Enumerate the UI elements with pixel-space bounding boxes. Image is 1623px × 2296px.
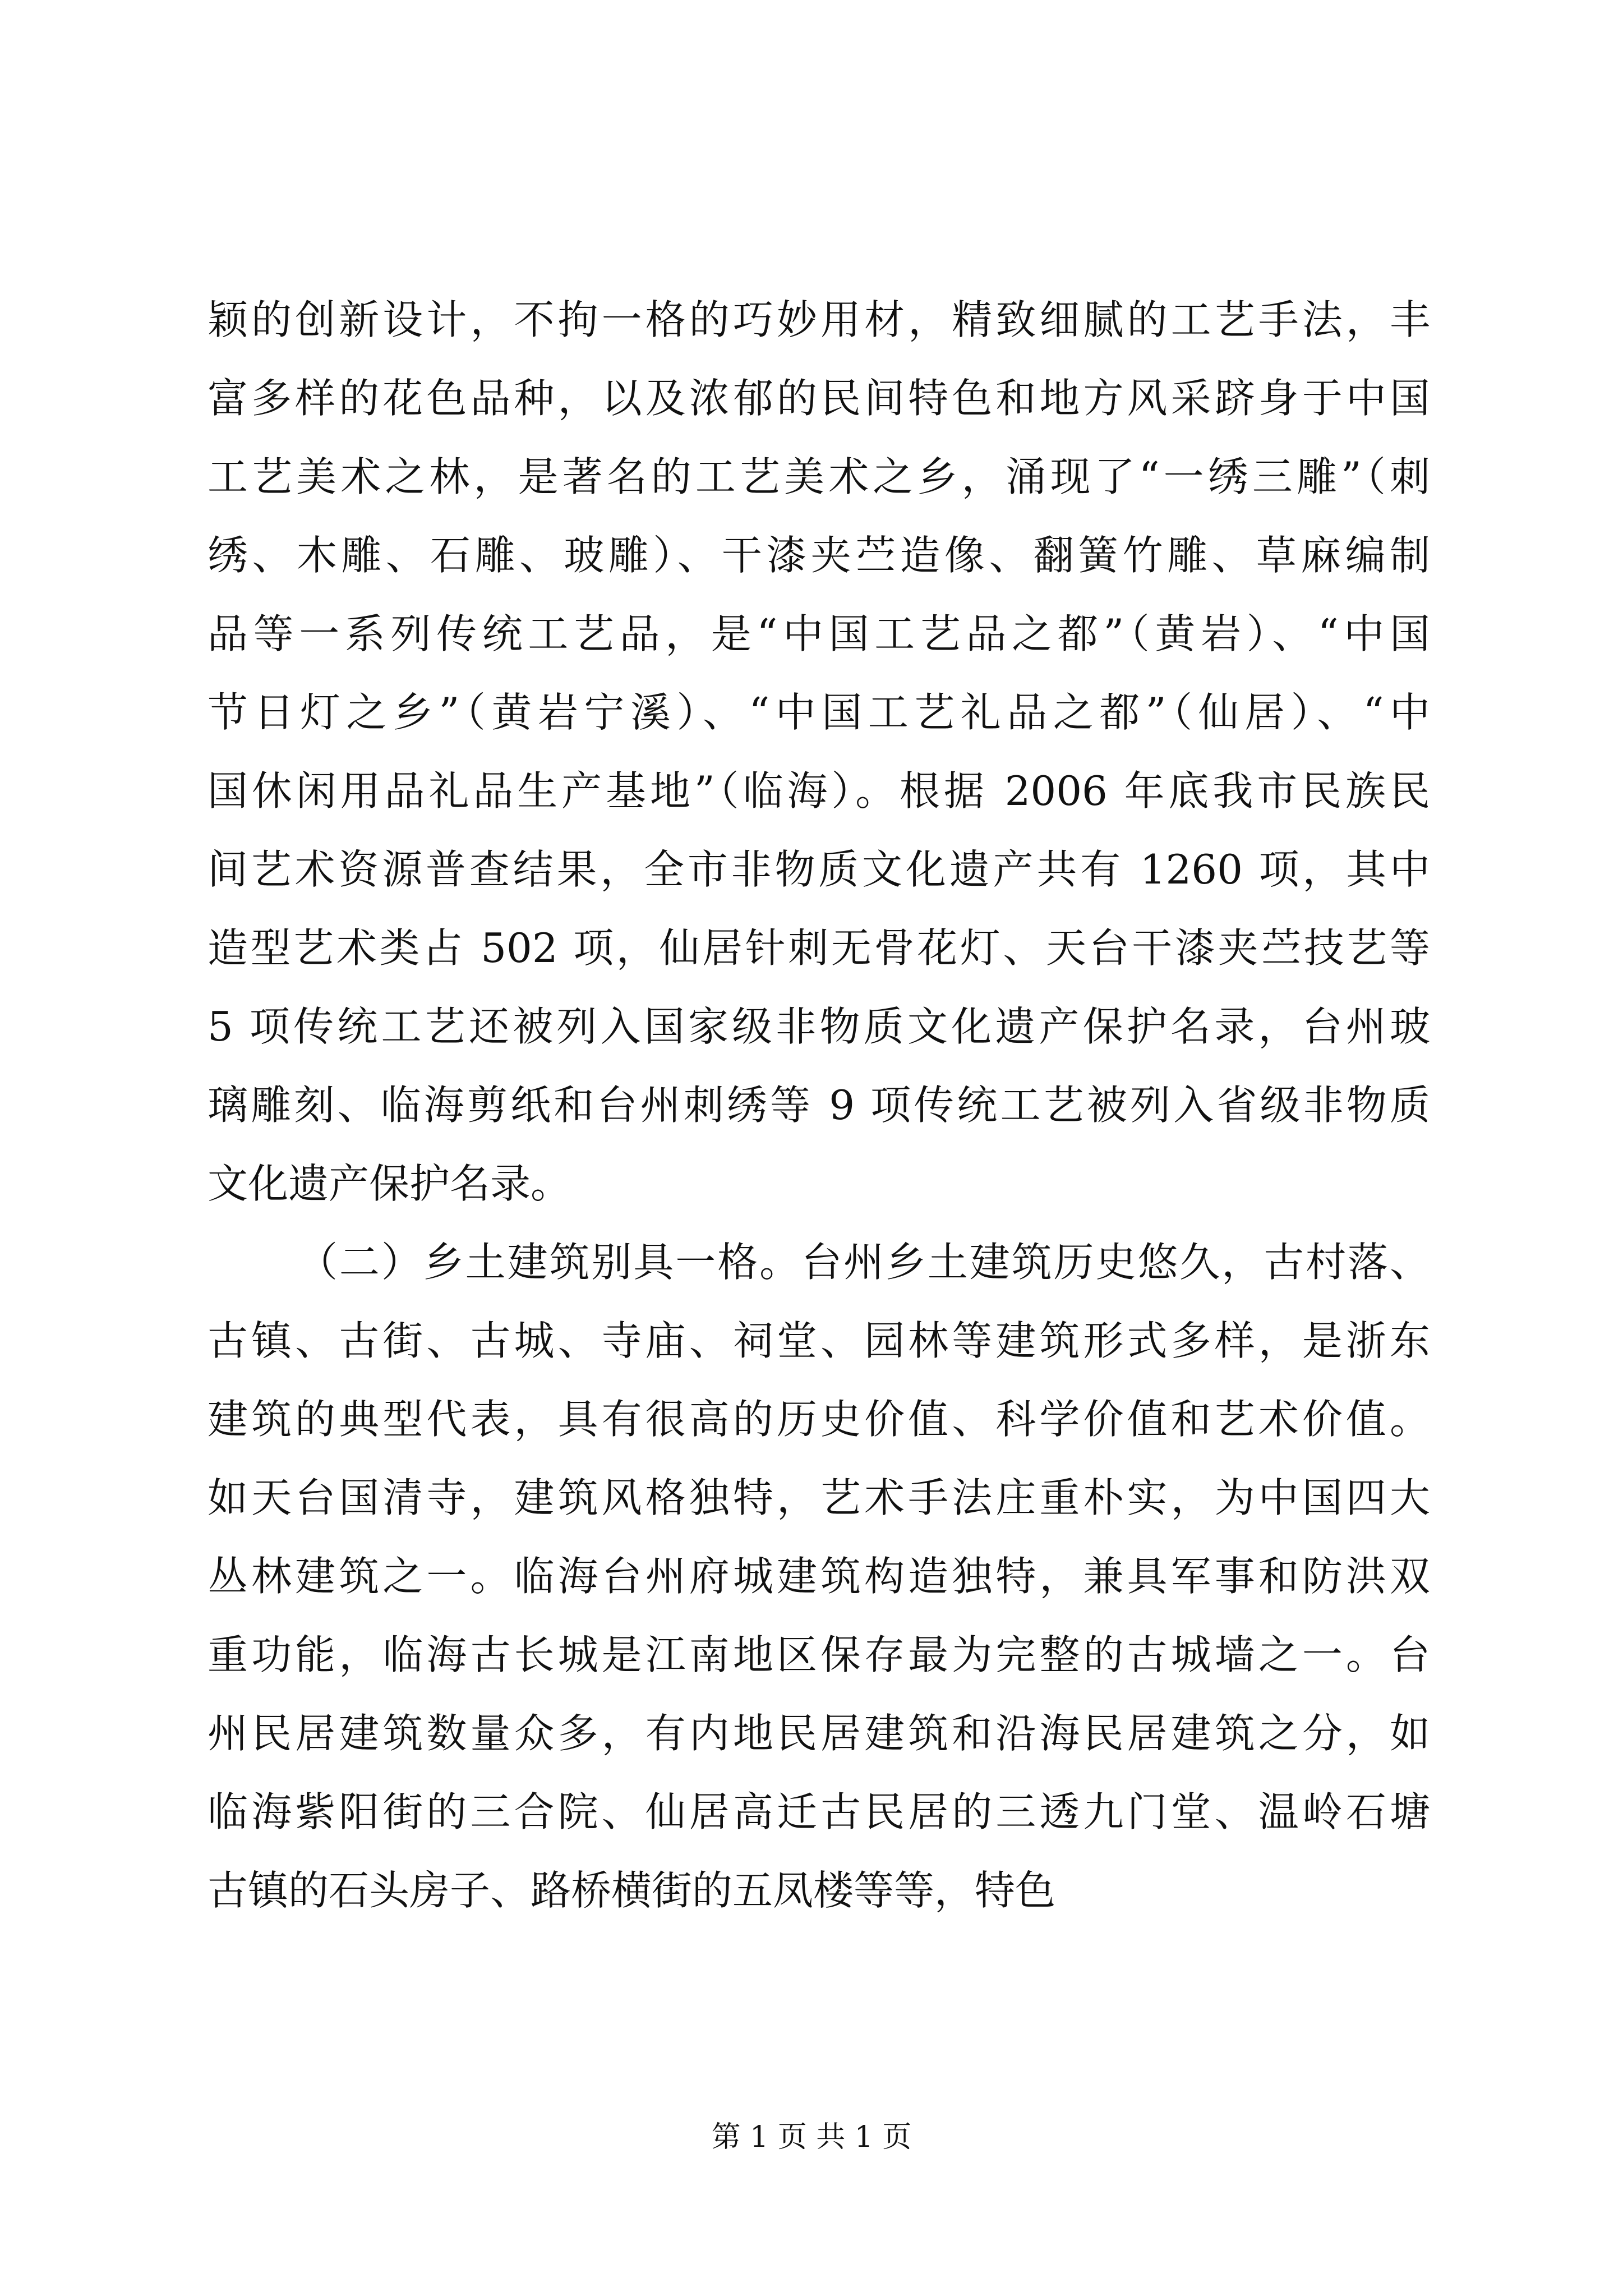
text-line: 节日灯之乡”（黄岩宁溪）、“中国工艺礼品之都”（仙居）、“中 xyxy=(208,689,1430,736)
text-line: 文化遗产保护名录。 xyxy=(208,1160,571,1207)
text-line: 如天台国清寺，建筑风格独特，艺术手法庄重朴实，为中国四大 xyxy=(208,1474,1430,1521)
text-line: 重功能，临海古长城是江南地区保存最为完整的古城墙之一。台 xyxy=(208,1631,1430,1678)
text-line: 绣、木雕、石雕、玻雕）、干漆夹苎造像、翻簧竹雕、草麻编制 xyxy=(208,532,1430,579)
text-line: 国休闲用品礼品生产基地”（临海）。根据 2006 年底我市民族民 xyxy=(208,767,1430,815)
text-line: 临海紫阳街的三合院、仙居高迁古民居的三透九门堂、温岭石塘 xyxy=(208,1788,1430,1835)
page-number-footer: 第 1 页 共 1 页 xyxy=(711,2120,912,2154)
text-line: 工艺美术之林，是著名的工艺美术之乡，涌现了“一绣三雕”（刺 xyxy=(208,453,1430,500)
paragraph-heading-line: （二）乡土建筑别具一格。台州乡土建筑历史悠久，古村落、 xyxy=(297,1239,1430,1286)
text-line: 古镇的石头房子、路桥横街的五凤楼等等，特色 xyxy=(208,1867,1056,1914)
text-line: 颖的创新设计，不拘一格的巧妙用材，精致细腻的工艺手法，丰 xyxy=(208,296,1430,343)
text-line: 5 项传统工艺还被列入国家级非物质文化遗产保护名录，台州玻 xyxy=(208,1003,1430,1050)
text-line: 造型艺术类占 502 项，仙居针刺无骨花灯、天台干漆夹苎技艺等 xyxy=(208,924,1430,972)
text-line: 古镇、古街、古城、寺庙、祠堂、园林等建筑形式多样，是浙东 xyxy=(208,1317,1430,1364)
text-line: 建筑的典型代表，具有很高的历史价值、科学价值和艺术价值。 xyxy=(208,1396,1430,1443)
text-line: 璃雕刻、临海剪纸和台州刺绣等 9 项传统工艺被列入省级非物质 xyxy=(208,1082,1430,1129)
text-line: 丛林建筑之一。临海台州府城建筑构造独特，兼具军事和防洪双 xyxy=(208,1553,1430,1600)
text-line: 州民居建筑数量众多，有内地民居建筑和沿海民居建筑之分，如 xyxy=(208,1710,1430,1757)
text-line: 间艺术资源普查结果，全市非物质文化遗产共有 1260 项，其中 xyxy=(208,846,1430,893)
text-line: 品等一系列传统工艺品，是“中国工艺品之都”（黄岩）、“中国 xyxy=(208,610,1430,657)
text-line: 富多样的花色品种，以及浓郁的民间特色和地方风采跻身于中国 xyxy=(208,375,1430,422)
